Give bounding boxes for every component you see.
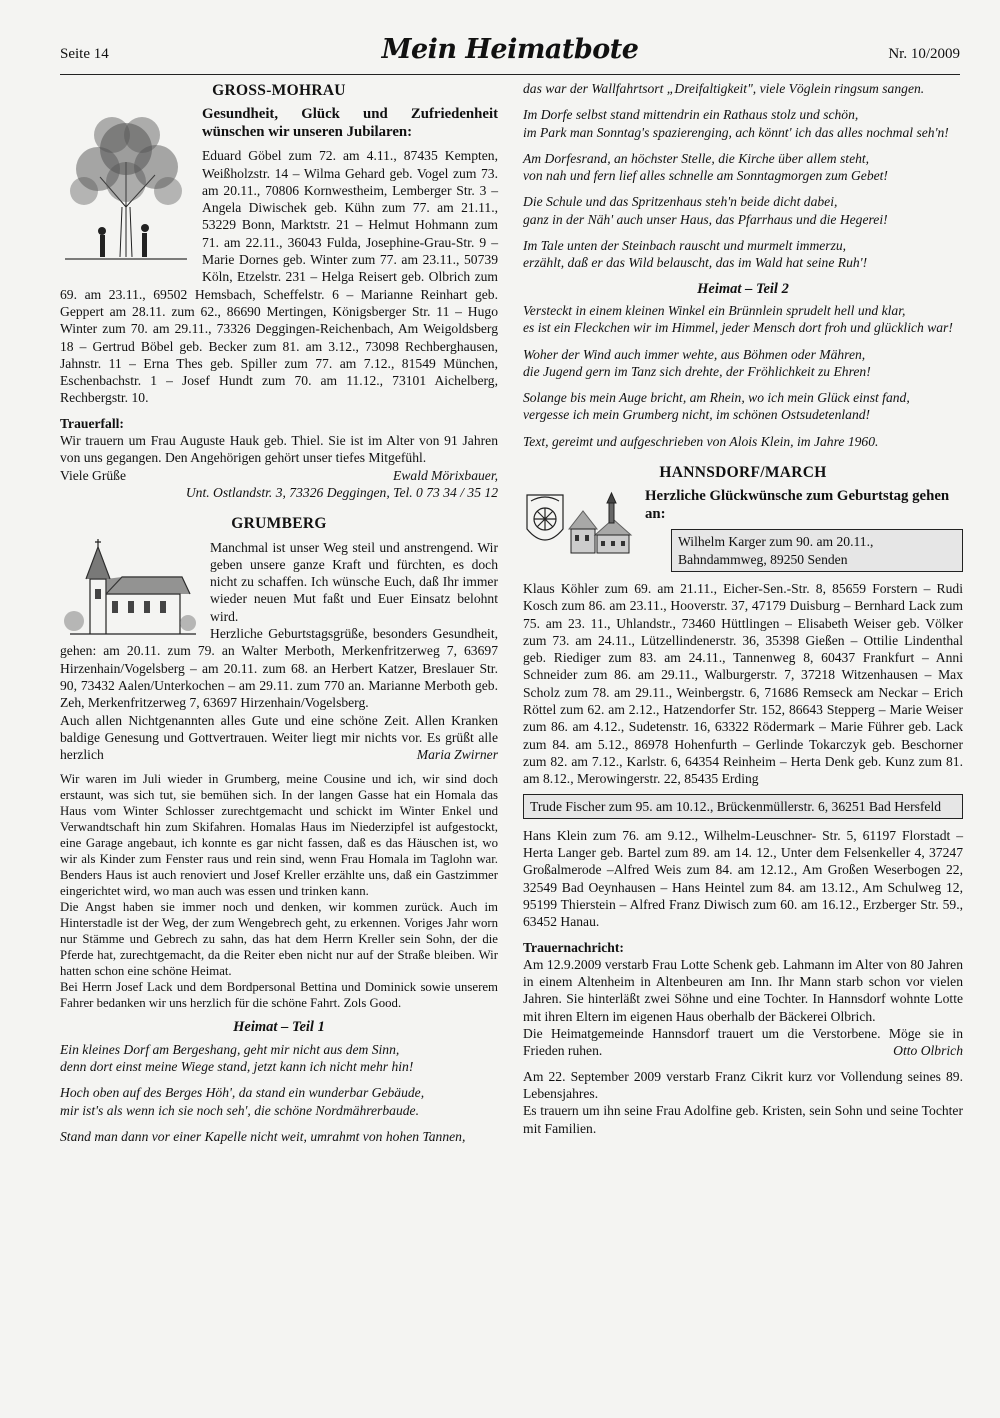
poem-cont-stanza-4 [523,193,963,228]
grumberg-report-p2: Die Angst haben sie immer noch und denken, wir kommen zurück. Auch im Hinterstadle ist der Weg, der zum Wengebrech geht, zu erkennen. Voriges Jahr worn nur Stämme und Gebrech zu sahn, das hat dem Herrn Kreller sein Sohn, der die Pferde hat, zurechtgemacht, da die Reiter eben nicht nur auf der Straße bleiben. Wir hatten schon eine schöne Heimat. [60,900,498,979]
poem2-line: vergesse ich mein Grumberg nicht, im schönen Ostsudetenland! [523,407,871,423]
poem1-line: Hoch oben auf des Berges Höh', da stand ein wunderbar Gebäude, [60,1085,425,1101]
poem-line: Am Dorfesrand, an höchster Stelle, die Kirche über allem steht, [523,150,870,166]
section-title-gross-mohrau: GROSS-MOHRAU [212,82,346,99]
section-title-hannsdorf: HANNSDORF/MARCH [659,464,827,482]
grumberg-report [60,771,498,1011]
issue-number: Nr. 10/2009 [888,46,960,62]
poem2-line: es ist ein Fleckchen wir im Himmel, jeder Mensch dort froh und glücklich war! [523,320,953,336]
poem-line: ganz in der Näh' auch unser Haus, das Pfarrhaus und die Hegerei! [523,211,888,227]
poem2-stanza-1 [523,302,963,337]
right-column [523,80,963,1143]
trauerfall-text: Wir trauern um Frau Auguste Hauk geb. Thiel. Sie ist im Alter von 91 Jahren von uns gegangen. Den Angehörigen gehört unser tiefes Mitgefühl. [60,433,498,466]
poem-line: das war der Wallfahrtsort „Dreifaltigkeit", viele Vöglein ringsum sangen. [523,81,925,96]
poem-line: von nah und fern lief alles schnelle am Sonntagmorgen zum Gebet! [523,168,888,184]
poem2-line: Versteckt in einem kleinen Winkel ein Brünnlein sprudelt hell und klar, [523,302,906,318]
grumberg-intro: Manchmal ist unser Weg steil und anstrengend. Wir geben unsere ganze Kraft und fürchten, es doch nicht zu schaffen. Ich wünsche Euch, daß Ihr immer wieder neuen Mut faßt und Euer Einsatz belohnt wird. [210,539,498,624]
grumberg-wishes [60,712,498,764]
newspaper-title: Mein Heimatbote [381,34,639,65]
poem2-stanza-2 [523,346,963,381]
highlight-box-fischer [523,794,963,819]
poem1-stanza-2 [60,1084,498,1119]
poem2-line: die Jugend gern im Tanz sich drehte, der Fröhlichkeit zu Ehren! [523,363,871,379]
poem1-line: Stand man dann vor einer Kapelle nicht weit, umrahmt von hohen Tannen, [60,1128,466,1144]
page-number: Seite 14 [60,46,109,62]
poem-cont-stanza-3 [523,150,963,185]
signature-name: Ewald Mörixbauer, [393,467,498,483]
box-fischer-text: Trude Fischer zum 95. am 10.12., Brückenmüllerstr. 6, 36251 Bad Hersfeld [530,798,942,814]
trauernachricht-schenk: Am 12.9.2009 verstarb Frau Lotte Schenk geb. Lahmann im Alter von 80 Jahren in einem Altenheim in Altenbeuren am Inn. Ihr Mann starb schon vor vielen Jahren. Sie hinterläßt zwei Söhne und eine Tochter. In Hannsdorf wohnte Lotte mit ihren Eltern im eigenen Haus oberhalb der Bäckerei Olbrich. [523,956,963,1024]
left-column [60,80,498,1154]
hannsdorf-birthdays-1: Klaus Köhler zum 69. am 21.11., Eicher-Sen.-Str. 8, 85659 Forstern – Rudi Kosch zum 86. am 23.11., Hooverstr. 37, 47179 Duisburg – Bernhard Lack zum 75. am 23. 11., Uhlandstr., 73460 Hüttlingen – Elisabeth Weiser geb. Völker zum 73. am 24.11., Lützellindenerstr. 36, 35398 Gießen – Ottilie Lindenthal geb. Riediger zum 83. am 24.11., Tannenweg 8, 60437 Frankfurt – Anni Schneider zum 86. am 29.11., Walburgerstr. 7, 37218 Witzenhausen – Max Scholz zum 78. am 29.11., Weinbergstr. 6, 71686 Remseck am Neckar – Erich Röttel zum 62. am 2.12., Hatzendorfer Str. 152, 86643 Stepperg – Marie Weiser zum 86. am 4.12., Sudetenstr. 16, 63322 Rödermark – Marie Führer geb. Lack zum 84. am 5.12., 86978 Hohenfurth – Gerlinde Tokarczyk geb. Beschorner zum 82. am 7.12., Karlstr. 6, 64354 Reinheim – Herta Denk geb. Kunz zum 81. am 8.12., Merowingerstr. 22, 85435 Erding [523,580,963,787]
gross-mohrau-lead: Gesundheit, Glück und Zufriedenheit wünschen wir unseren Jubilaren: [202,106,498,141]
hannsdorf-birthdays-2: Hans Klein zum 76. am 9.12., Wilhelm-Leuschner- Str. 5, 61197 Florstadt – Herta Langer geb. Bartel zum 89. am 14. 12., Unter dem Felsenkeller 4, 37247 Großalmerode –Alfred Weis zum 84. am 12.12., Am Großen Weserbogen 22, 32549 Bad Oeynhausen – Hans Heintel zum 84. am 13.12., Am Schulweg 12, 95199 Thierstein – Alfred Franz Diwisch zum 60. am 16.12., Erzberger Str. 59., 63452 Hanau. [523,827,963,930]
poem1-line: Ein kleines Dorf am Bergeshang, geht mir nicht aus dem Sinn, [60,1041,400,1057]
poem-line: im Park man Sonntag's spazierenging, ach könnt' ich das alles nochmal seh'n! [523,124,949,140]
poem-line: Im Dorfe selbst stand mittendrin ein Rathaus stolz und schön, [523,107,859,123]
gemeinde-text: Die Heimatgemeinde Hannsdorf trauert um die Verstorbene. Möge sie in Frieden ruhen. [523,1026,963,1059]
header-rule [60,74,960,75]
grumberg-report-p1: Wir waren im Juli wieder in Grumberg, meine Cousine und ich, wir sind doch erstaunt, was sich tut, sie bemühen sich. In der langen Gasse hat ein Homala das Haus vom Winter Schlosser zurechtgemacht und schickt im Winter Enkel und Verwandtschaft hin zum Skifahren. Homalas Haus im Niederzipfel ist aufgestockt, eine Garage angebaut, ich konnte es gar nicht fassen, daß es das Häuschen ist, wo wir als Kinder zum Fenster raus und rein sind, wenn Frau Homala im Taglohn war. Benders Haus ist auch renoviert und Josef Kreller erzählte uns, daß ein Gastzimmer eingerichtet wird, wo man auch was essen und trinken kann. [60,772,498,899]
grumberg-birthdays: Herzliche Geburtstagsgrüße, besonders Gesundheit, gehen: am 20.11. zum 79. an Walter Merboth, Merkenfritzerweg 7, 63697 Hirzenhain/Vogelsberg – am 20.11. zum 68. an Herbert Katzer, Breslauer Str. 90, 73432 Aalen/Unterkochen – am 29.11. zum 770 an. Marianne Merboth geb. Zeh, Merkenfritzerweg 7, 63697 Hirzenhain/Vogelsberg. [60,626,498,711]
gross-mohrau-signature [60,467,498,484]
poem2-stanza-3 [523,389,963,424]
poem-credit: Text, gereimt und aufgeschrieben von Alois Klein, im Jahre 1960. [523,433,879,449]
church-illustration [60,539,200,639]
trauernachricht-cikrit: Am 22. September 2009 verstarb Franz Cikrit kurz vor Vollendung seines 89. Lebensjahres. [523,1068,963,1101]
page-header [60,34,960,74]
gross-mohrau-birthdays: Eduard Göbel zum 72. am 4.11., 87435 Kempten, Weißholzstr. 14 – Wilma Gehard geb. Vogel zum 73. am 20.11., 70806 Kornwestheim, Lemberger Str. 3 – Angela Diwischek geb. Kühn zum 77. am 21.11., 53229 Bonn, Marktstr. 21 – Helmut Hohmann zum 71. am 22.11., 36043 Fulda, Josephine-Grau-Str. 9 – Marie Dornes geb. Winter zum 77. am 23.11., 50739 Köln, Etzelstr. 231 – Helga Reisert geb. Olbrich zum 69. am 23.11., 69502 Hemsbach, Scheffelstr. 6 – Marianne Reinhart geb. Geppert am 28.11. zum 62., 86690 Mertingen, Königsberger Str. 11 – Hugo Winter zum 70. am 29.11., 73326 Deggingen-Reichenbach, Am Weigoldsberg 18 – Gertrud Böbel geb. Becker zum 81. am 3.12., 73098 Rechberghausen, Jahnstr. 11 – Erna Thes geb. Spiller zum 77. am 7.12., 81549 München, Eschenbachstr. 1 – Josef Hundt zum 70. am 11.12., 73101 Aichelberg, Rechbergstr. 10. [60,148,498,406]
poem2-line: Woher der Wind auch immer wehte, aus Böhmen oder Mähren, [523,346,866,362]
grumberg-report-p3: Bei Herrn Josef Lack und dem Bordpersonal Bettina und Dominick sowie unserem Fahrer bedanken wir uns herzlich für die schöne Fahrt. Zols Good. [60,980,498,1011]
poem-line: Im Tale unten der Steinbach rauscht und murmelt immerzu, [523,238,847,254]
poem-cont-stanza-1 [523,80,963,97]
hannsdorf-lead: Herzliche Glückwünsche zum Geburtstag gehen an: [645,488,950,523]
coat-of-arms-and-village-illustration [523,489,635,561]
poem1-stanza-3 [60,1128,498,1145]
poem1-line: denn dort einst meine Wiege stand, jetzt kann ich nicht mehr hin! [60,1058,414,1074]
trauernachricht-family: Es trauern um ihn seine Frau Adolfine geb. Kristen, sein Sohn und seine Tochter mit Familien. [523,1103,963,1136]
poem2-title: Heimat – Teil 2 [697,280,789,297]
poem-line: erzählt, daß er das Wild belauscht, das im Wald hat seine Ruh'! [523,255,868,271]
trauerfall-heading: Trauerfall: [60,415,124,431]
signature-address: Unt. Ostlandstr. 3, 73326 Deggingen, Tel. 0 73 34 / 35 12 [185,484,498,500]
poem-cont-stanza-2 [523,106,963,141]
grumberg-wishes-text: Auch allen Nichtgenannten alles Gute und eine schöne Zeit. Allen Kranken baldige Genesung und Gottvertrauen. Weiter liegt mir nichts vor. Es grüßt alle herzlich [60,712,498,763]
poem-line: Die Schule und das Spritzenhaus steh'n beide dicht dabei, [523,194,838,210]
grumberg-wishes-signature: Maria Zwirner [416,747,498,763]
gemeinde-signature: Otto Olbrich [893,1043,963,1059]
box-karger-text: Wilhelm Karger zum 90. am 20.11., Bahndammweg, 89250 Senden [678,534,874,567]
tree-illustration [60,107,192,267]
poem-cont-stanza-5 [523,237,963,272]
greeting: Viele Grüße [60,467,126,483]
poem1-line: mir ist's als wenn ich sie noch seh', die schöne Nordmährerbaude. [60,1102,419,1118]
section-title-grumberg: GRUMBERG [231,515,327,533]
highlight-box-karger [671,529,963,572]
poem1-title: Heimat – Teil 1 [233,1019,325,1036]
trauernachricht-gemeinde [523,1025,963,1060]
poem1-stanza-1 [60,1041,498,1076]
poem2-line: Solange bis mein Auge bricht, am Rhein, wo ich mein Glück einst fand, [523,390,910,406]
trauernachricht-heading: Trauernachricht: [523,939,624,955]
